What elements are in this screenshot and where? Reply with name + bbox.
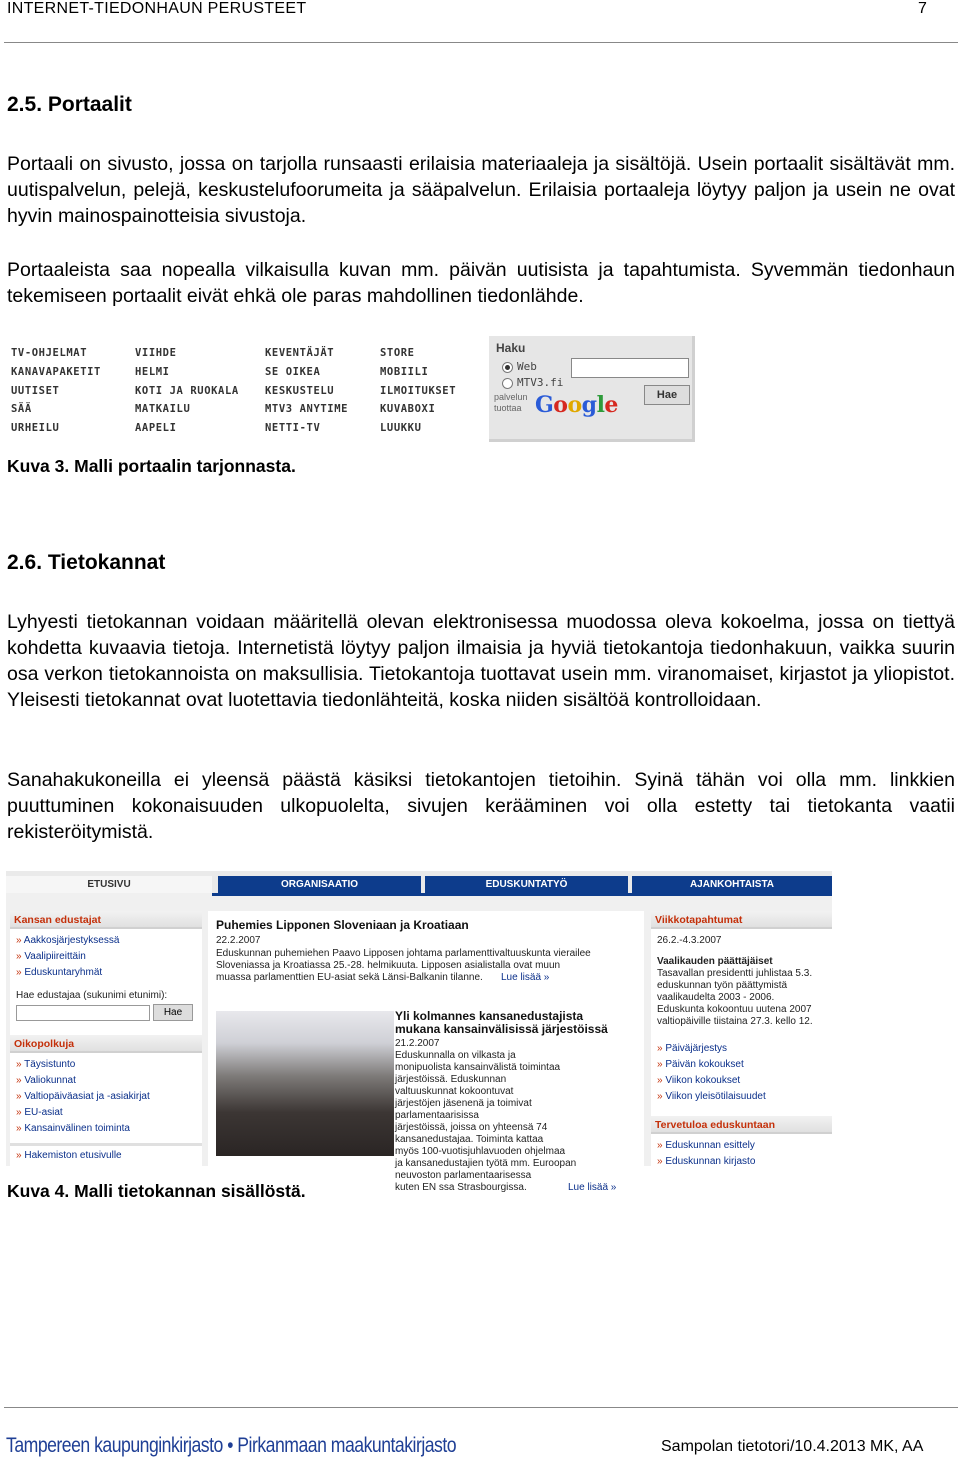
radio-label: Web bbox=[517, 360, 537, 373]
news-lead: järjestöissä, joissa on yhteensä 74 bbox=[395, 1122, 548, 1133]
nav-link[interactable]: NETTI-TV bbox=[265, 422, 321, 435]
link[interactable]: » Kansainvälinen toiminta bbox=[16, 1123, 130, 1134]
news-lead: monipuolista kansainvälistä toimintaa bbox=[395, 1062, 561, 1073]
nav-link[interactable]: AAPELI bbox=[135, 422, 177, 435]
event-title: Vaalikauden päättäjäiset bbox=[657, 956, 773, 967]
event-text: Tasavallan presidentti juhlistaa 5.3. bbox=[657, 968, 813, 979]
footer-credit: Sampolan tietotori/10.4.2013 MK, AA bbox=[661, 1438, 924, 1455]
event-text: Eduskunta kokoontuu uutena 2007 bbox=[657, 1004, 812, 1015]
read-more-link[interactable]: Lue lisää » bbox=[568, 1182, 617, 1193]
radio-label: MTV3.fi bbox=[517, 376, 564, 389]
link[interactable]: » Täysistunto bbox=[16, 1059, 75, 1070]
nav-link[interactable]: ILMOITUKSET bbox=[380, 384, 457, 397]
section-header: Tervetuloa eduskuntaan bbox=[651, 1116, 832, 1134]
nav-link[interactable]: MATKAILU bbox=[135, 403, 191, 416]
portal-search-box bbox=[489, 336, 695, 442]
nav-link[interactable]: URHEILU bbox=[11, 422, 60, 435]
link[interactable]: » Eduskunnan kirjasto bbox=[657, 1156, 755, 1167]
nav-link[interactable]: SE OIKEA bbox=[265, 365, 321, 378]
nav-column bbox=[11, 344, 101, 438]
nav-link[interactable]: MTV3 ANYTIME bbox=[265, 403, 349, 416]
left-column bbox=[10, 911, 202, 1166]
search-input[interactable] bbox=[571, 358, 689, 378]
link[interactable]: » Aakkosjärjestyksessä bbox=[16, 935, 119, 946]
tab-etusivu[interactable]: ETUSIVU bbox=[6, 876, 212, 893]
link[interactable]: » Eduskuntaryhmät bbox=[16, 967, 102, 978]
link[interactable]: » Valiokunnat bbox=[16, 1075, 76, 1086]
news-photo bbox=[216, 1011, 394, 1156]
nav-link[interactable]: TV-OHJELMAT bbox=[11, 347, 88, 359]
figure-caption: Kuva 4. Malli tietokannan sisällöstä. bbox=[7, 1181, 306, 1201]
divider bbox=[10, 1143, 202, 1146]
event-text: vaalikaudelta 2003 - 2006. bbox=[657, 992, 775, 1003]
link[interactable]: » Vaalipiireittäin bbox=[16, 951, 86, 962]
news-lead: ja kansanedustajien työtä mm. Euroopan bbox=[395, 1158, 577, 1169]
search-label: Hae edustajaa (sukunimi etunimi): bbox=[16, 990, 168, 1001]
nav-link[interactable]: SÄÄ bbox=[11, 403, 32, 416]
page-number: 7 bbox=[918, 0, 927, 17]
section-heading-portaalit: 2.5. Portaalit bbox=[7, 93, 132, 116]
news-lead: Eduskunnalla on vilkasta ja bbox=[395, 1050, 516, 1061]
search-button[interactable]: Hae bbox=[644, 385, 690, 405]
link[interactable]: » Viikon kokoukset bbox=[657, 1075, 740, 1086]
paragraph: Lyhyesti tietokannan voidaan määritellä olevan elektronisessa muodossa oleva kokoelma, jossa on tiettyä kohdetta kuvaavia tietoja. Internetistä löytyy paljon ilmaisia ja hyviä tietokantoja tiedonhakuun, vaikka suurin osa verkon tietokannoista on maksullisia. Tietokantoja tuottavat usein mm. viranomaiset, kirjastot ja yliopistot. Yleisesti tietokannat ovat luotettavia tiedonlähteitä, koska niiden sisältöä kontrolloidaan. bbox=[7, 611, 955, 711]
paragraph: Portaaleista saa nopealla vilkaisulla kuvan mm. päivän uutisista ja tapahtumista. Syvemmän tiedonhaun tekemiseen portaalit eivät ehkä ole paras mahdollinen tiedonlähde. bbox=[7, 259, 955, 307]
figure-caption: Kuva 3. Malli portaalin tarjonnasta. bbox=[7, 456, 296, 476]
right-column bbox=[651, 911, 832, 1166]
nav-link[interactable]: LUUKKU bbox=[380, 422, 422, 435]
running-header-title: INTERNET-TIEDONHAUN PERUSTEET bbox=[7, 0, 307, 17]
representative-search-button[interactable]: Hae bbox=[153, 1004, 193, 1021]
footer-library-logo: Tampereen kaupunginkirjasto • Pirkanmaan maakuntakirjasto bbox=[6, 1434, 457, 1457]
link[interactable]: » Päivän kokoukset bbox=[657, 1059, 744, 1070]
google-logo: Google bbox=[535, 392, 618, 418]
link[interactable]: » Eduskunnan esittely bbox=[657, 1140, 755, 1151]
nav-link[interactable]: KESKUSTELU bbox=[265, 384, 335, 397]
nav-underline bbox=[212, 893, 832, 896]
link[interactable]: » Hakemiston etusivulle bbox=[16, 1150, 122, 1161]
nav-link[interactable]: KUVABOXI bbox=[380, 403, 436, 416]
news-headline[interactable]: mukana kansainvälisissä järjestöissä bbox=[395, 1022, 608, 1036]
tab-organisaatio[interactable]: ORGANISAATIO bbox=[218, 876, 421, 893]
news-lead: kansanedustajaa. Toiminta kattaa bbox=[395, 1134, 544, 1145]
news-lead: parlamentaarisissa bbox=[395, 1110, 479, 1121]
nav-link[interactable]: MOBIILI bbox=[380, 365, 429, 378]
provider-text: palvelun tuottaa bbox=[494, 392, 528, 413]
nav-column bbox=[265, 344, 348, 438]
representative-search-input[interactable] bbox=[16, 1005, 150, 1021]
nav-link[interactable]: KEVENTÄJÄT bbox=[265, 347, 335, 359]
news-lead: kuten EN ssa Strasbourgissa. bbox=[395, 1182, 527, 1193]
news-headline[interactable]: Puhemies Lipponen Sloveniaan ja Kroatiaan bbox=[216, 918, 469, 932]
event-text: valtiopäiville tiistaina 27.3. kello 12. bbox=[657, 1016, 813, 1027]
nav-link[interactable]: UUTISET bbox=[11, 384, 60, 397]
nav-link[interactable]: KANAVAPAKETIT bbox=[11, 365, 101, 378]
radio-web[interactable] bbox=[502, 362, 513, 373]
news-lead: Sloveniassa ja Kroatiassa 25.-28. helmikuuta. Lipposen asialistalla ovat muun bbox=[216, 960, 561, 971]
section-header: Viikkotapahtumat bbox=[651, 911, 832, 929]
header-rule bbox=[4, 42, 958, 43]
link[interactable]: » Päiväjärjestys bbox=[657, 1043, 727, 1054]
news-lead: järjestöjen jäsenenä ja toimivat bbox=[395, 1098, 532, 1109]
link[interactable]: » Valtiopäiväasiat ja -asiakirjat bbox=[16, 1091, 150, 1102]
link[interactable]: » EU-asiat bbox=[16, 1107, 63, 1118]
news-lead: muassa parlamenttien EU-asiat sekä Länsi-Balkanin tilanne. bbox=[216, 972, 483, 983]
paragraph: Sanahakukoneilla ei yleensä päästä käsiksi tietokantojen tietoihin. Syinä tähän voi olla mm. linkkien puuttuminen kokonaisuuden ulkopuolelta, sivujen kerääminen voi olla estetty tai tietokanta vaatii rekisteröitymistä. bbox=[7, 769, 955, 843]
news-date: 21.2.2007 bbox=[395, 1038, 440, 1049]
section-header: Oikopolkuja bbox=[10, 1035, 202, 1053]
event-text: eduskunnan työn päättymistä bbox=[657, 980, 788, 991]
nav-column bbox=[380, 344, 456, 438]
link[interactable]: » Viikon yleisötilaisuudet bbox=[657, 1091, 766, 1102]
paragraph: Portaali on sivusto, jossa on tarjolla runsaasti erilaisia materiaaleja ja sisältöjä. Usein portaalit sisältävät mm. uutispalvelun, pelejä, keskustelufoorumeita ja sääpalvelun. Erilaisia portaaleja löytyy paljon ja usein ne ovat hyvin mainospainotteisia sivustoja. bbox=[7, 153, 955, 227]
news-lead: valtuuskunnat kokoontuvat bbox=[395, 1086, 514, 1097]
nav-link[interactable]: STORE bbox=[380, 347, 415, 359]
tab-ajankohtaista[interactable]: AJANKOHTAISTA bbox=[632, 876, 832, 893]
week-range: 26.2.-4.3.2007 bbox=[657, 935, 722, 946]
section-heading-tietokannat: 2.6. Tietokannat bbox=[7, 551, 166, 574]
footer-rule bbox=[4, 1407, 958, 1408]
news-headline[interactable]: Yli kolmannes kansanedustajista bbox=[395, 1009, 584, 1023]
search-title: Haku bbox=[496, 341, 526, 355]
radio-mtv3[interactable] bbox=[502, 378, 513, 389]
section-header: Kansan edustajat bbox=[10, 911, 202, 929]
nav-link[interactable]: KOTI JA RUOKALA bbox=[135, 384, 239, 397]
nav-column bbox=[135, 344, 239, 438]
news-lead: järjestöissä. Eduskunnan bbox=[395, 1074, 507, 1085]
middle-column bbox=[208, 911, 644, 1193]
news-lead: myös 100-vuotisjuhlavuoden ohjelmaa bbox=[395, 1146, 566, 1157]
news-date: 22.2.2007 bbox=[216, 935, 261, 946]
news-lead: neuvoston parlamentaarisessa bbox=[395, 1170, 532, 1181]
nav-link[interactable]: HELMI bbox=[135, 365, 170, 378]
nav-link[interactable]: VIIHDE bbox=[135, 347, 177, 359]
read-more-link[interactable]: Lue lisää » bbox=[501, 972, 550, 983]
portal-menu-figure bbox=[6, 336, 695, 442]
tab-eduskuntatyo[interactable]: EDUSKUNTATYÖ bbox=[425, 876, 628, 893]
news-lead: Eduskunnan puhemiehen Paavo Lipposen johtama parlamenttivaltuuskunta vierailee bbox=[216, 948, 591, 959]
